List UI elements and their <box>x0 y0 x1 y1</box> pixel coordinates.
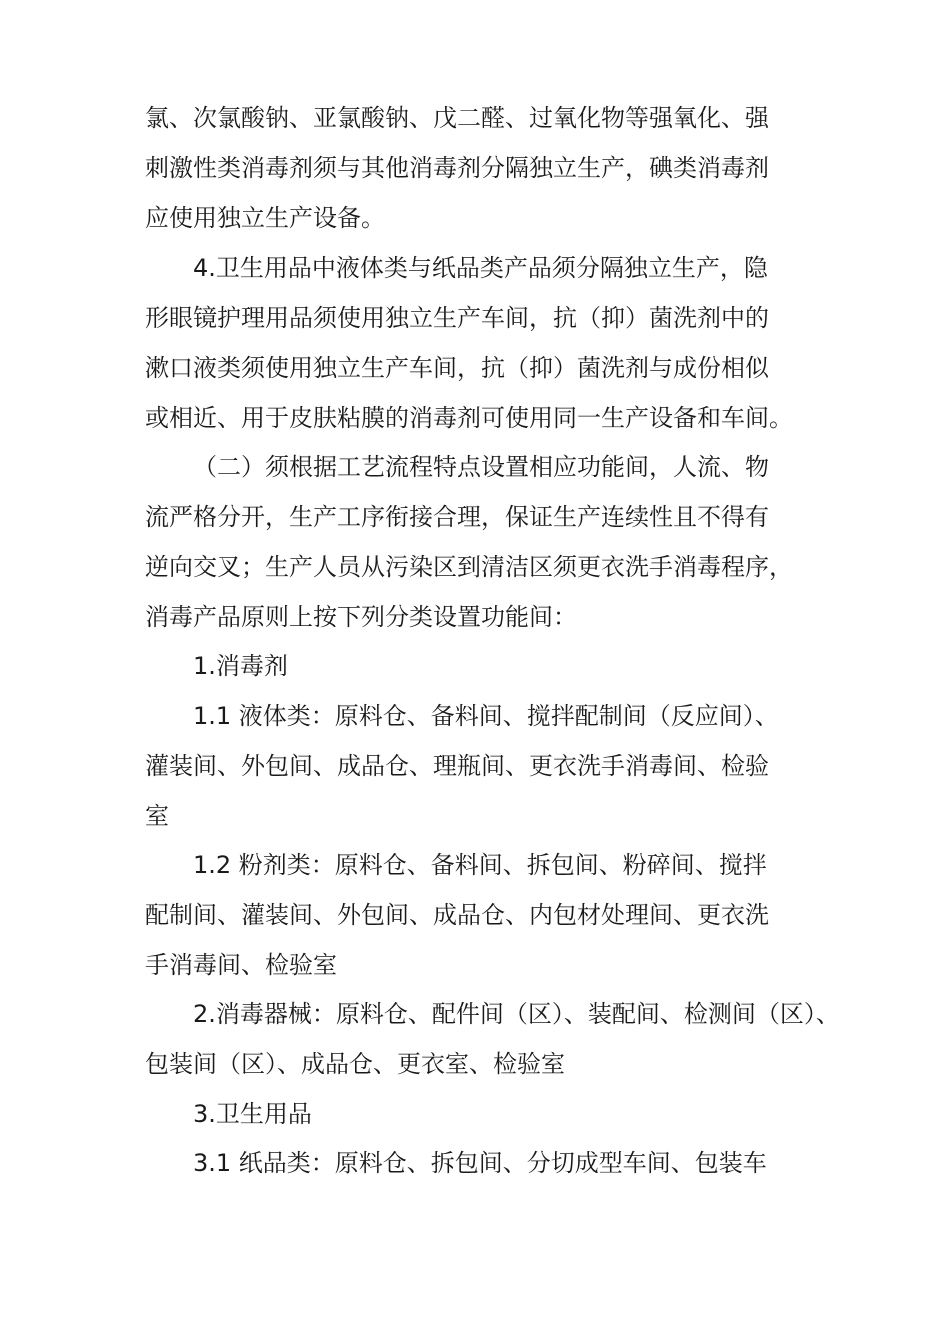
paragraph-start-line: 2.消毒器械：原料仓、配件间（区）、装配间、检测间（区）、 <box>193 1000 840 1028</box>
paragraph-start-line: 4.卫生用品中液体类与纸品类产品须分隔独立生产，隐 <box>193 254 768 282</box>
text-line: 流严格分开，生产工序衔接合理，保证生产连续性且不得有 <box>145 503 769 531</box>
text-line: 形眼镜护理用品须使用独立生产车间，抗（抑）菌洗剂中的 <box>145 304 769 332</box>
text-line: 手消毒间、检验室 <box>145 951 337 979</box>
text-line: 刺激性类消毒剂须与其他消毒剂分隔独立生产，碘类消毒剂 <box>145 154 769 182</box>
section-heading: 3.卫生用品 <box>193 1100 312 1128</box>
paragraph-start-line: 1.1 液体类：原料仓、备料间、搅拌配制间（反应间）、 <box>193 702 779 730</box>
paragraph-start-line: 1.2 粉剂类：原料仓、备料间、拆包间、粉碎间、搅拌 <box>193 851 767 879</box>
section-heading: 1.消毒剂 <box>193 652 288 680</box>
text-line: 室 <box>145 802 169 830</box>
text-line: 灌装间、外包间、成品仓、理瓶间、更衣洗手消毒间、检验 <box>145 752 769 780</box>
text-line: 配制间、灌装间、外包间、成品仓、内包材处理间、更衣洗 <box>145 901 769 929</box>
text-line: 逆向交叉；生产人员从污染区到清洁区须更衣洗手消毒程序， <box>145 553 793 581</box>
text-line: 应使用独立生产设备。 <box>145 204 385 232</box>
text-line: 或相近、用于皮肤粘膜的消毒剂可使用同一生产设备和车间。 <box>145 404 793 432</box>
text-line: 包装间（区）、成品仓、更衣室、检验室 <box>145 1050 565 1078</box>
text-line: 消毒产品原则上按下列分类设置功能间： <box>145 603 577 631</box>
text-line: 漱口液类须使用独立生产车间，抗（抑）菌洗剂与成份相似 <box>145 354 769 382</box>
paragraph-start-line: （二）须根据工艺流程特点设置相应功能间，人流、物 <box>193 453 769 481</box>
text-line: 氯、次氯酸钠、亚氯酸钠、戊二醛、过氧化物等强氧化、强 <box>145 104 769 132</box>
paragraph-start-line: 3.1 纸品类：原料仓、拆包间、分切成型车间、包装车 <box>193 1149 767 1177</box>
